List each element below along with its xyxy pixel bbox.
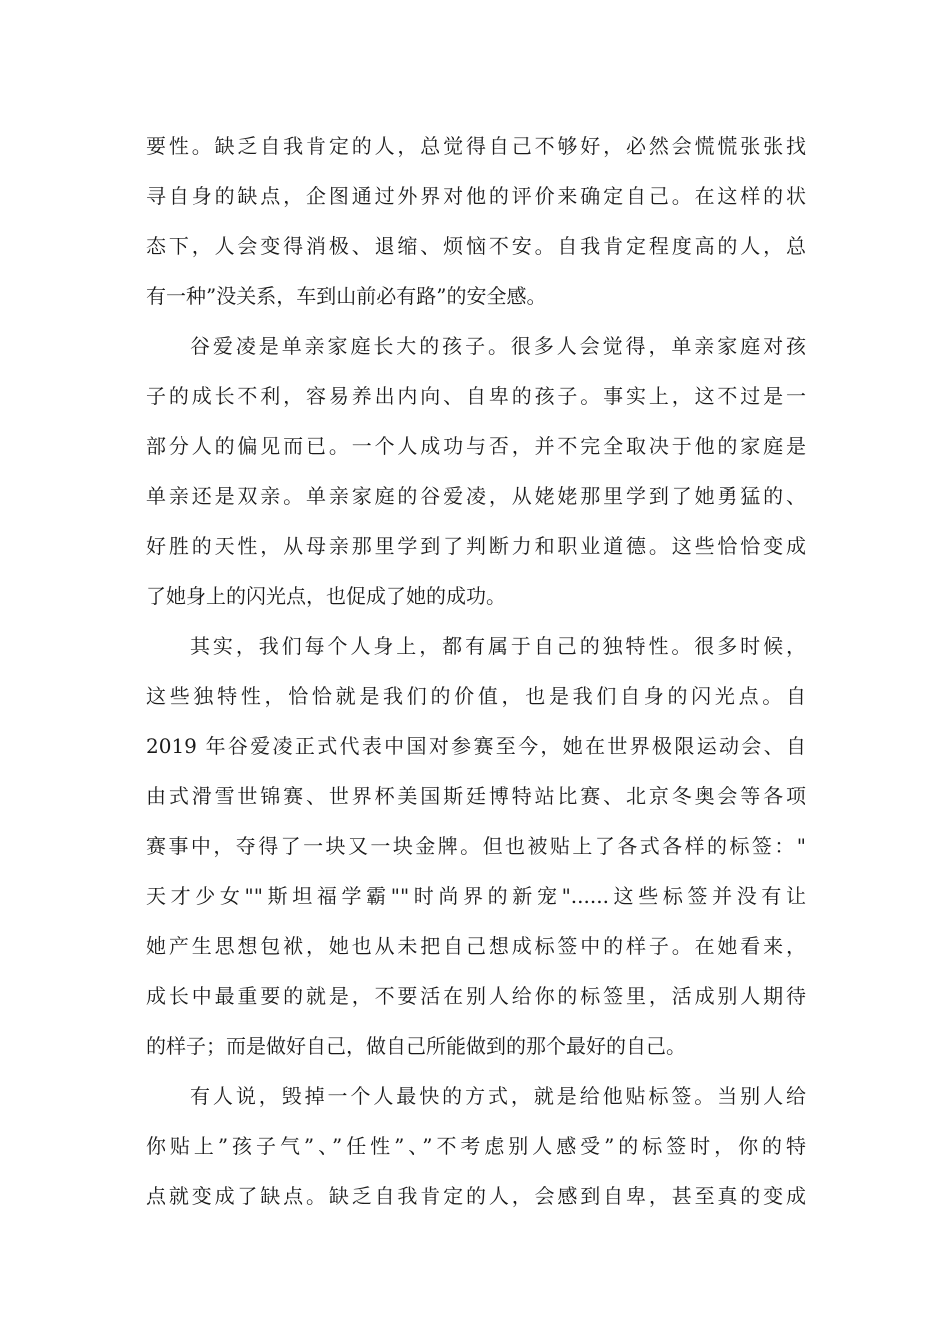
text-line: 寻自身的缺点，企图通过外界对他的评价来确定自己。在这样的状 bbox=[146, 184, 806, 208]
text-line: 要性。缺乏自我肯定的人，总觉得自己不够好，必然会慌慌张张找 bbox=[146, 134, 806, 158]
text-line: 好胜的天性，从母亲那里学到了判断力和职业道德。这些恰恰变成 bbox=[146, 534, 806, 558]
text-line: 了她身上的闪光点，也促成了她的成功。 bbox=[146, 584, 506, 608]
text-line: 态下，人会变得消极、退缩、烦恼不安。自我肯定程度高的人，总 bbox=[146, 234, 806, 258]
text-line: 成长中最重要的就是，不要活在别人给你的标签里，活成别人期待 bbox=[146, 984, 806, 1008]
text-line: 赛事中，夺得了一块又一块金牌。但也被贴上了各式各样的标签：" bbox=[146, 834, 806, 858]
text-line: 有人说，毁掉一个人最快的方式，就是给他贴标签。当别人给 bbox=[190, 1084, 806, 1108]
text-line: 其实，我们每个人身上，都有属于自己的独特性。很多时候， bbox=[190, 634, 806, 658]
text-line: 有一种”没关系，车到山前必有路”的安全感。 bbox=[146, 284, 547, 308]
text-line: 天才少女""斯坦福学霸""时尚界的新宠"......这些标签并没有让 bbox=[146, 884, 806, 908]
text-line: 的样子；而是做好自己，做自己所能做到的那个最好的自己。 bbox=[146, 1034, 686, 1058]
text-line: 子的成长不利，容易养出内向、自卑的孩子。事实上，这不过是一 bbox=[146, 384, 806, 408]
text-line: 谷爱凌是单亲家庭长大的孩子。很多人会觉得，单亲家庭对孩 bbox=[190, 334, 806, 358]
text-line: 部分人的偏见而已。一个人成功与否，并不完全取决于他的家庭是 bbox=[146, 434, 806, 458]
text-line: 这些独特性，恰恰就是我们的价值，也是我们自身的闪光点。自 bbox=[146, 684, 806, 708]
text-line: 她产生思想包袱，她也从未把自己想成标签中的样子。在她看来， bbox=[146, 934, 806, 958]
paragraph-4 bbox=[146, 1083, 806, 1233]
text-line: 点就变成了缺点。缺乏自我肯定的人，会感到自卑，甚至真的变成 bbox=[146, 1184, 806, 1208]
paragraph-2 bbox=[146, 333, 806, 633]
text-line: 单亲还是双亲。单亲家庭的谷爱凌，从姥姥那里学到了她勇猛的、 bbox=[146, 484, 806, 508]
body-text bbox=[146, 133, 806, 1233]
text-line: 2019 年谷爱凌正式代表中国对参赛至今，她在世界极限运动会、自 bbox=[146, 734, 806, 758]
text-line: 你贴上”孩子气”、”任性”、”不考虑别人感受”的标签时，你的特 bbox=[146, 1134, 806, 1158]
paragraph-3 bbox=[146, 633, 806, 1083]
text-line: 由式滑雪世锦赛、世界杯美国斯廷博特站比赛、北京冬奥会等各项 bbox=[146, 784, 806, 808]
paragraph-1 bbox=[146, 133, 806, 333]
